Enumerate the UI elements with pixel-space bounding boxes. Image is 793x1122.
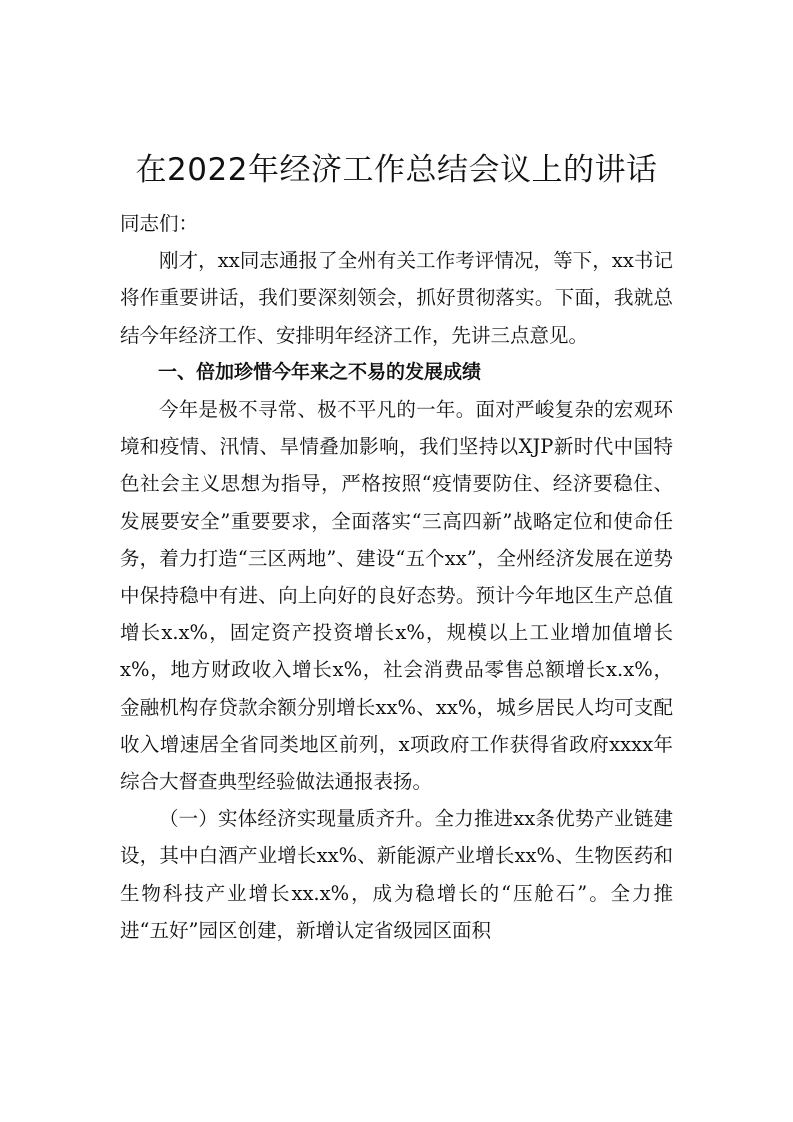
salutation: 同志们：	[120, 212, 199, 235]
document-body	[120, 205, 673, 949]
paragraph-intro: 刚才，xx同志通报了全州有关工作考评情况，等下，xx书记将作重要讲话，我们要深刻领会，抓好贯彻落实。下面，我就总结今年经济工作、安排明年经济工作，先讲三点意见。	[120, 249, 673, 347]
paragraph-achievements: 今年是极不寻常、极不平凡的一年。面对严峻复杂的宏观环境和疫情、汛情、旱情叠加影响，我们坚持以XJP新时代中国特色社会主义思想为指导，严格按照“疫情要防住、经济要稳住、发展要安全”重要要求，全面落实“三高四新”战略定位和使命任务，着力打造“三区两地”、建设“五个xx”，全州经济发展在逆势中保持稳中有进、向上向好的良好态势。预计今年地区生产总值增长x.x%，固定资产投资增长x%，规模以上工业增加值增长x%，地方财政收入增长x%，社会消费品零售总额增长x.x%，金融机构存贷款余额分别增长xx%、xx%，城乡居民人均可支配收入增速居全省同类地区前列，x项政府工作获得省政府xxxx年综合大督查典型经验做法通报表扬。	[120, 398, 673, 794]
document-title: 在2022年经济工作总结会议上的讲话	[135, 152, 658, 188]
paragraph-real-economy: （一）实体经济实现量质齐升。全力推进xx条优势产业链建设，其中白酒产业增长xx%、新能源产业增长xx%、生物医药和生物科技产业增长xx.x%，成为稳增长的“压舱石”。全力推进“五好”园区创建，新增认定省级园区面积	[120, 807, 673, 942]
section-heading: 一、倍加珍惜今年来之不易的发展成绩	[158, 360, 482, 383]
